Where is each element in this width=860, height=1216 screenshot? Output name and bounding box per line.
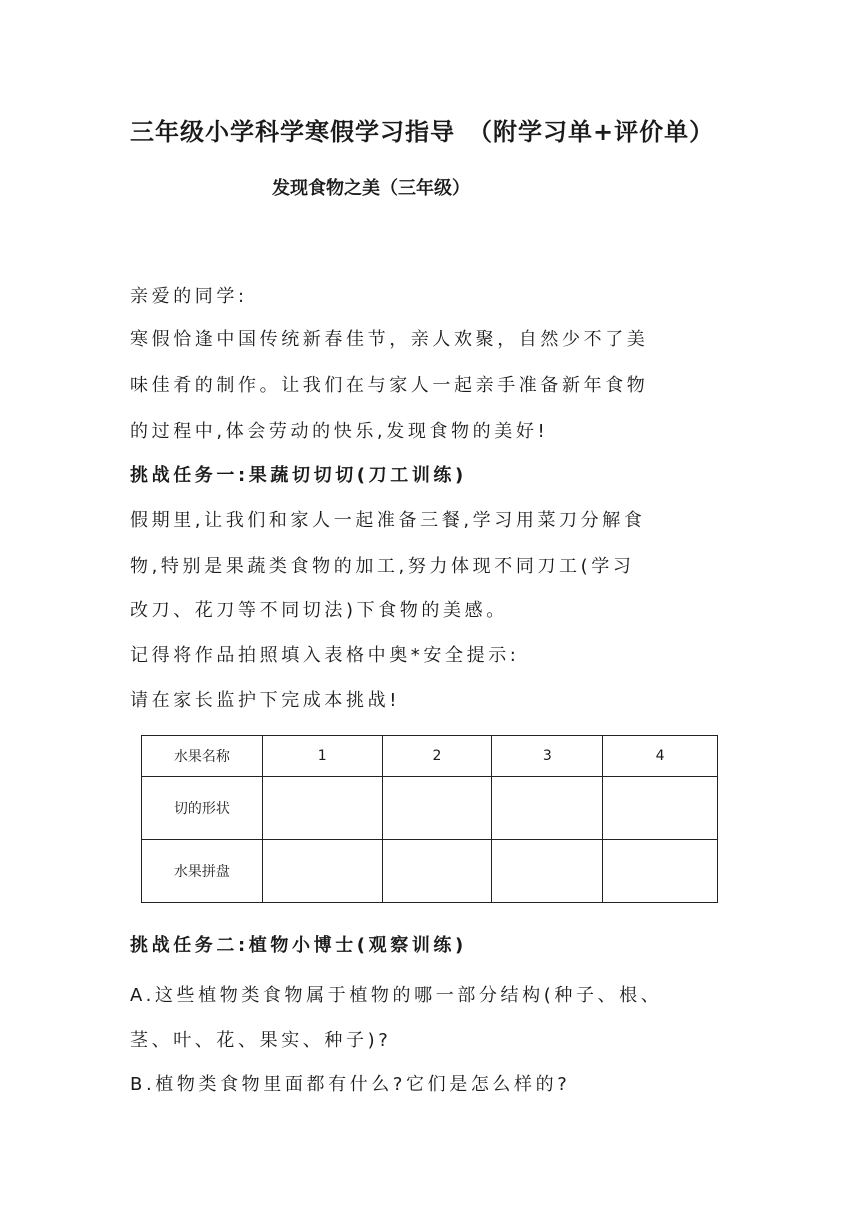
task2-heading: 挑战任务二:植物小博士(观察训练) xyxy=(130,935,467,956)
table-row xyxy=(142,777,718,840)
table-cell xyxy=(492,777,603,840)
table-cell xyxy=(382,777,492,840)
table-row-label: 切的形状 xyxy=(142,777,263,840)
task1-line-4: 记得将作品拍照填入表格中奥*安全提示: xyxy=(130,645,520,666)
task1-line-3: 改刀、花刀等不同切法)下食物的美感。 xyxy=(130,600,508,621)
task1-line-5: 请在家长监护下完成本挑战! xyxy=(130,690,401,711)
table-cell xyxy=(603,840,718,903)
document-title: 三年级小学科学寒假学习指导 （附学习单+评价单） xyxy=(130,118,715,146)
table-header-cell: 1 xyxy=(262,736,382,777)
greeting: 亲爱的同学: xyxy=(130,286,248,307)
table-cell xyxy=(492,840,603,903)
table-row xyxy=(142,840,718,903)
task1-line-1: 假期里,让我们和家人一起准备三餐,学习用菜刀分解食 xyxy=(130,510,646,531)
table-cell xyxy=(262,777,382,840)
table-header-cell: 水果名称 xyxy=(142,736,263,777)
table-row-label: 水果拼盘 xyxy=(142,840,263,903)
intro-line-1: 寒假恰逢中国传统新春佳节，亲人欢聚，自然少不了美 xyxy=(130,329,649,350)
table-header-cell: 4 xyxy=(603,736,718,777)
task2-line-2: 茎、叶、花、果实、种子)? xyxy=(130,1030,392,1051)
table-header-cell: 2 xyxy=(382,736,492,777)
table-cell xyxy=(262,840,382,903)
table-header-cell: 3 xyxy=(492,736,603,777)
document-subtitle: 发现食物之美（三年级） xyxy=(272,178,470,199)
task1-heading: 挑战任务一:果蔬切切切(刀工训练) xyxy=(130,465,467,486)
table-header-row xyxy=(142,736,718,777)
task1-line-2: 物,特别是果蔬类食物的加工,努力体现不同刀工(学习 xyxy=(130,556,635,577)
intro-line-2: 味佳肴的制作。让我们在与家人一起亲手准备新年食物 xyxy=(130,375,649,396)
task2-line-1: A.这些植物类食物属于植物的哪一部分结构(种子、根、 xyxy=(130,985,663,1006)
task2-line-3: B.植物类食物里面都有什么?它们是怎么样的? xyxy=(130,1074,571,1095)
table-cell xyxy=(382,840,492,903)
table-cell xyxy=(603,777,718,840)
intro-line-3: 的过程中,体会劳动的快乐,发现食物的美好! xyxy=(130,421,549,442)
fruit-table xyxy=(141,735,718,903)
